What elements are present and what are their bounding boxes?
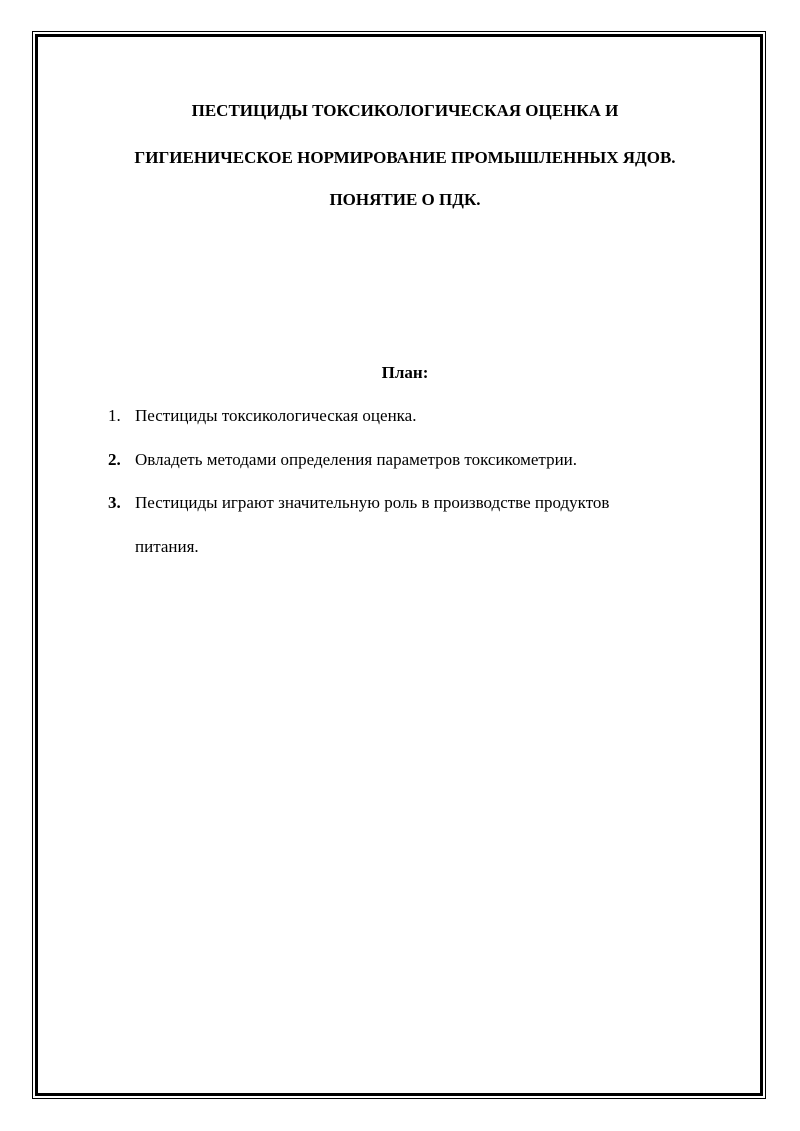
title-line-1: ПЕСТИЦИДЫ ТОКСИКОЛОГИЧЕСКАЯ ОЦЕНКА И [191, 101, 619, 120]
list-item-number: 3. [108, 493, 121, 512]
list-item-number: 1. [108, 406, 121, 425]
list-item-number: 2. [108, 450, 121, 469]
list-item-text: Пестициды играют значительную роль в производстве продуктов [135, 493, 610, 512]
plan-heading: План: [381, 363, 429, 382]
title-line-3: ПОНЯТИЕ О ПДК. [329, 190, 481, 209]
title-line-2: ГИГИЕНИЧЕСКОЕ НОРМИРОВАНИЕ ПРОМЫШЛЕННЫХ ЯДОВ. [134, 148, 676, 167]
list-item-text: Пестициды токсикологическая оценка. [135, 406, 417, 425]
list-item-text-continuation: питания. [135, 537, 199, 556]
list-item-text: Овладеть методами определения параметров токсикометрии. [135, 450, 578, 469]
